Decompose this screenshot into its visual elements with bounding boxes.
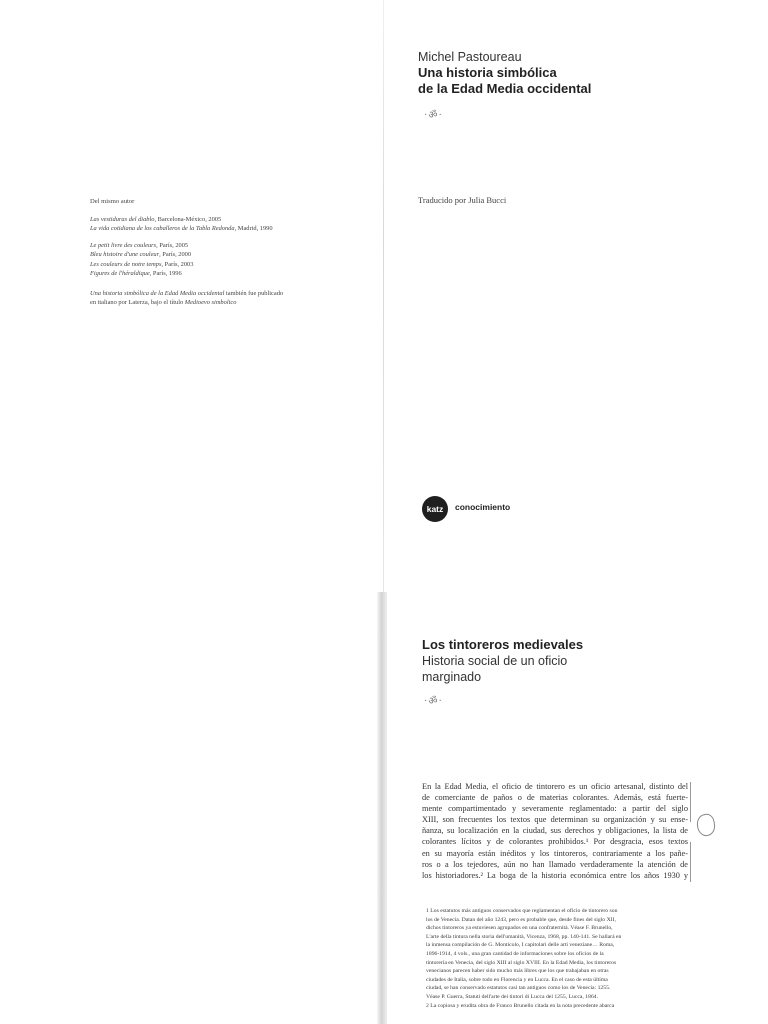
text-line: En la Edad Media, el oficio de tintorero es un oficio artesanal, distinto del [422,782,688,791]
footnote-line: ciudades de Italia, sobre todo en Florencia y en Lucca. En el caso de esta última [426,976,608,983]
footnote-line: 1 Los estatutos más antiguos conservados que reglamentan el oficio de tintorero son [426,908,618,914]
footnotes [426,907,686,1010]
footnote-line: L'arte della tintura nella storia dell'umanità, Vicenza, 1968, pp. 140-141. Se hallará en [426,933,622,940]
margin-pencil-mark [685,782,691,822]
page-gutter-line [383,0,384,600]
same-author-heading: Del mismo autor [90,198,135,205]
book-title-line-1: Una historia simbólica [418,65,557,80]
works-list-1 [90,215,273,234]
text-line: mente compartimentado y severamente reglamentado: a partir del siglo [422,804,688,814]
footnote-line: 1896-1914, 4 vols., una gran cantidad de informaciones sobre los oficios de la [426,950,604,957]
ornament-icon: ·ॐ· [424,696,443,707]
list-item: Figures de l'héraldique, París, 1996 [90,269,182,277]
translator-credit: Traducido por Julia Bucci [418,195,507,205]
book-spine-shadow [377,592,387,1024]
works-list-2 [90,241,193,278]
list-item: Las vestiduras del diablo, Barcelona-México, 2005 [90,216,222,223]
text-line: colorantes lícitos y de colorantes prohibidos.¹ Por desgracia, esos textos [422,837,688,847]
text-line: XIII, son frecuentes los textos que determinan su organización y su ense- [422,815,688,825]
footnote-line: tintorería en Venecia, del siglo XIII al siglo XVIII. En la Edad Media, los tintoreros [426,959,617,966]
margin-pencil-mark [685,842,691,882]
text-line: ñanza, su localización en la ciudad, sus derechos y obligaciones, la lista de [422,826,688,836]
author-name: Michel Pastoureau [418,50,522,64]
footnote-line: los de Venecia. Datan del año 1243, pero es probable que, desde fines del siglo XII, [426,916,616,923]
list-item: Bleu histoire d'une couleur, París, 2000 [90,251,192,259]
text-line: en su mayoría están inéditos y los tintoreros, contrariamente a los pañe- [422,848,688,858]
ornament-icon: ·ॐ· [424,110,443,121]
italian-edition-note: Una historia simbólica de la Edad Media occidental también fue publicado en italiano por Laterza, bajo el título Medioevo simbolico [90,290,284,307]
body-paragraph [422,781,688,881]
text-line: los historiadores.² La boga de la historia económica entre los años 1930 y [422,870,688,880]
footnote-line: 2 La copiosa y erudita obra de Franco Brunello citada en la nota precedente abarca [426,1002,615,1009]
katz-logo-label: conocimiento [455,502,511,512]
text-line: de comerciante de paños o de materias colorantes. Además, está fuerte- [422,793,688,803]
list-item: La vida cotidiana de los caballeros de la Tabla Redonda, Madrid, 1990 [90,225,273,233]
book-title-line-2: de la Edad Media occidental [418,81,592,96]
footnote-line: venecianos parecen haber sido mucho más libres que los que trabajaban en otras [426,968,609,975]
footnote-line: dichos tintoreros ya estuviesen agrupados en una confraternità. Véase F. Brunello, [426,925,613,932]
list-item: Le petit livre des couleurs, París, 2005 [90,242,189,249]
footnote-line: la inmensa compilación de G. Monticolo, I capitolari delle arti veneziane… Roma, [426,942,615,949]
footnote-line: Véase P. Guerra, Statuti dell'arte dei tintori di Lucca del 1255, Lucca, 1864. [426,993,599,1000]
chapter-subtitle-line-1: Historia social de un oficio [422,654,568,668]
list-item: Les couleurs de notre temps, París, 2003 [90,260,194,268]
footnote-line: ciudad, se han conservado estatutos casi tan antiguos como los de Venecia: 1255. [426,985,611,992]
chapter-title: Los tintoreros medievales [422,637,584,652]
chapter-subtitle-line-2: marginado [422,670,482,684]
text-line: ros o a los tejedores, aún no han llamado verdaderamente la atención de [422,859,688,869]
katz-logo-badge: katz [422,496,448,522]
handwritten-scribble-icon [695,812,717,837]
